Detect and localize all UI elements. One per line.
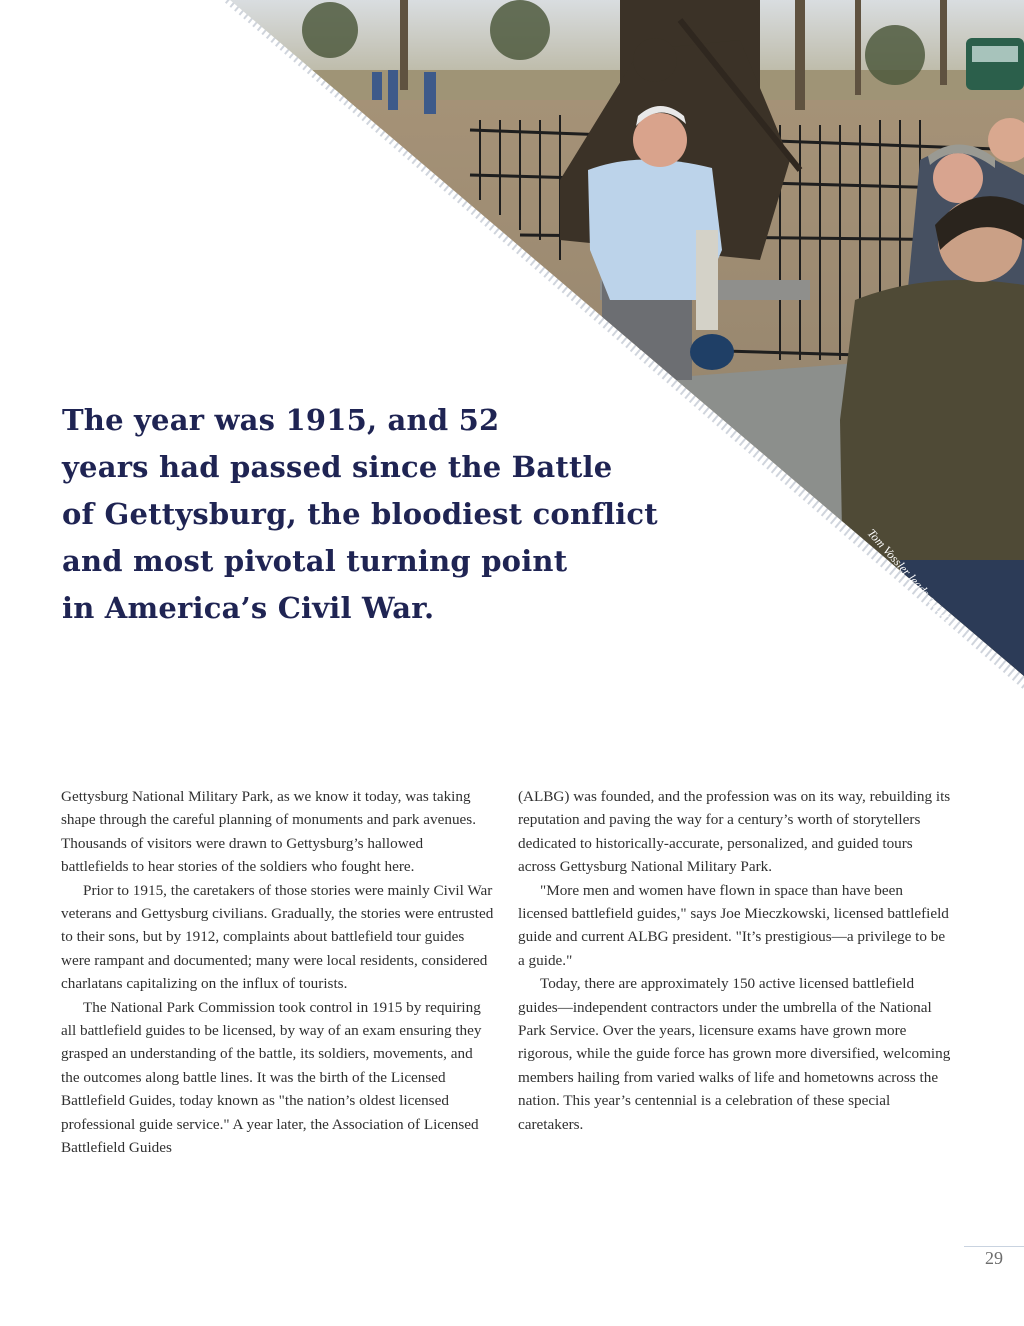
- page-number-rule: [964, 1246, 1024, 1247]
- headline-line: of Gettysburg, the bloodiest conflict: [62, 497, 658, 531]
- paragraph: Today, there are approximately 150 active licensed battlefield guides—independent contractors under the umbrella of the National Park Service. Over the years, licensure exams have grown more rigorous, while the guide force has grown more diversified, welcoming members hailing from varied walks of life and hometowns across the nation. This year’s centennial is a celebration of these special caretakers.: [518, 975, 951, 1133]
- paragraph: Gettysburg National Military Park, as we know it today, was taking shape through the careful planning of monuments and park avenues. Thousands of visitors were drawn to Gettysburg’s hallowed battlefields to hear stories of the soldiers who fought here.: [61, 788, 477, 876]
- headline-line: and most pivotal turning point: [62, 544, 568, 578]
- paragraph: (ALBG) was founded, and the profession was on its way, rebuilding its reputation and paving the way for a century’s worth of storytellers dedicated to historically-accurate, personalized, and guided tours across Gettysburg National Military Park.: [518, 788, 951, 876]
- photo-caption: Tom Vossler leads a tour.: [864, 526, 956, 625]
- headline-line: years had passed since the Battle: [62, 450, 613, 484]
- headline-line: The year was 1915, and 52: [62, 403, 500, 437]
- headline-line: in America’s Civil War.: [62, 591, 435, 625]
- column-right: [518, 785, 951, 1160]
- paragraph: "More men and women have flown in space than have been licensed battlefield guides," says Joe Mieczkowski, licensed battlefield guide and current ALBG president. "It’s prestigious—a privilege to be a guide.": [518, 881, 949, 969]
- paragraph: Prior to 1915, the caretakers of those stories were mainly Civil War veterans and Gettysburg civilians. Gradually, the stories were entrusted to their sons, but by 1912, complaints about battlefield tour guides were rampant and documented; many were local residents, considered charlatans capitalizing on the influx of tourists.: [61, 881, 494, 993]
- article-body: [61, 785, 951, 1160]
- paragraph: The National Park Commission took control in 1915 by requiring all battlefield guides to be licensed, by way of an exam ensuring they grasped an understanding of the battle, its soldiers, movements, and the outcomes along battle lines. It was the birth of the Licensed Battlefield Guides, today known as "the nation’s oldest licensed professional guide service." A year later, the Association of Licensed Battlefield Guides: [61, 998, 482, 1157]
- headline: [62, 397, 662, 632]
- page-number: 29: [985, 1248, 1003, 1268]
- column-left: [61, 785, 494, 1160]
